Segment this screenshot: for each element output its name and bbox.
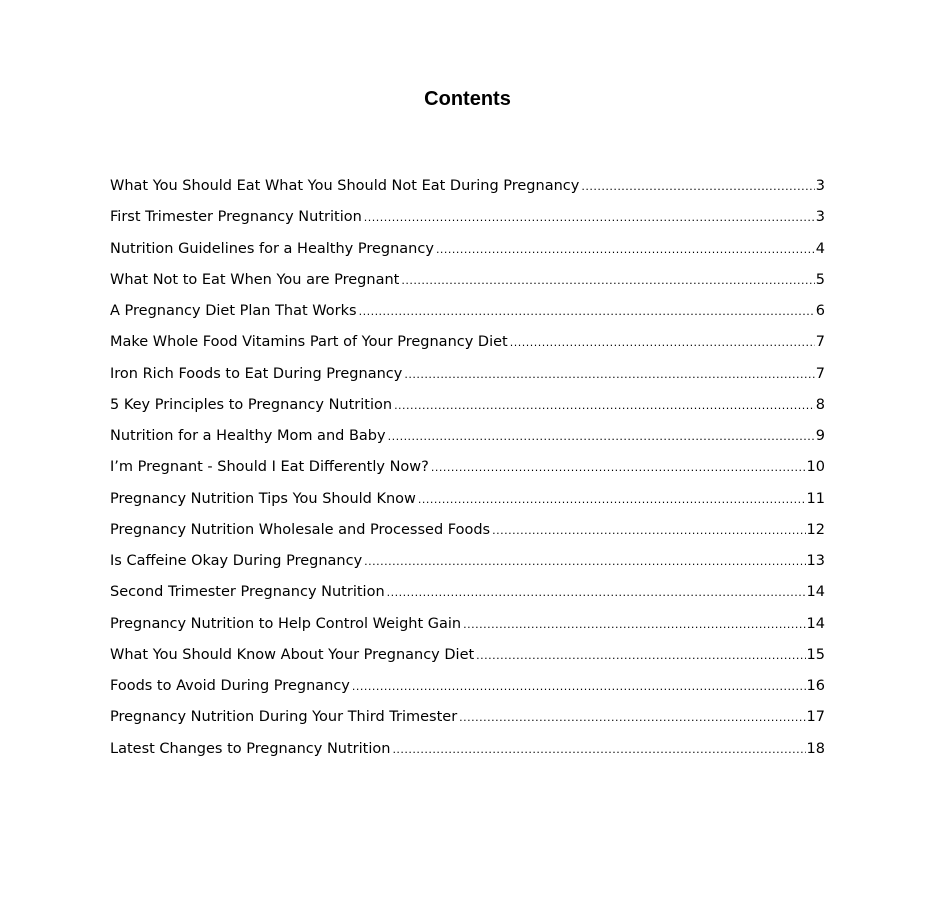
toc-entry-title: Nutrition for a Healthy Mom and Baby bbox=[110, 428, 386, 444]
toc-entry-title: Latest Changes to Pregnancy Nutrition bbox=[110, 740, 391, 757]
toc-entry-title: What You Should Know About Your Pregnancy Diet bbox=[110, 646, 475, 663]
toc-entry[interactable] bbox=[110, 300, 825, 331]
toc-entry[interactable] bbox=[110, 519, 825, 550]
toc-entry[interactable] bbox=[110, 175, 825, 206]
toc-entry-title: Second Trimester Pregnancy Nutrition bbox=[110, 584, 385, 601]
toc-entry[interactable] bbox=[110, 675, 825, 706]
toc-entry[interactable] bbox=[110, 613, 825, 644]
toc-leader-dots bbox=[401, 270, 814, 292]
toc-list bbox=[110, 175, 825, 769]
toc-leader-dots bbox=[476, 645, 805, 667]
page-title: Contents bbox=[424, 88, 511, 110]
toc-entry-title: First Trimester Pregnancy Nutrition bbox=[110, 209, 362, 226]
toc-page-number: 16 bbox=[806, 678, 825, 694]
toc-entry-title: What Not to Eat When You are Pregnant bbox=[110, 271, 400, 288]
toc-entry-title: Pregnancy Nutrition to Help Control Weight Gain bbox=[110, 615, 462, 632]
toc-entry[interactable] bbox=[110, 488, 825, 519]
toc-leader-dots bbox=[394, 395, 815, 417]
toc-leader-dots bbox=[364, 207, 815, 229]
toc-page-number: 12 bbox=[806, 521, 825, 538]
toc-page-number: 17 bbox=[806, 709, 825, 726]
toc-entry[interactable] bbox=[110, 238, 825, 269]
toc-page-number: 14 bbox=[806, 584, 825, 601]
toc-page-number: 9 bbox=[815, 428, 825, 444]
toc-leader-dots bbox=[436, 239, 815, 261]
toc-page-number: 5 bbox=[815, 271, 825, 288]
toc-page-number: 11 bbox=[806, 490, 825, 507]
toc-entry[interactable] bbox=[110, 394, 825, 425]
toc-leader-dots bbox=[418, 489, 806, 511]
toc-entry[interactable] bbox=[110, 581, 825, 612]
toc-entry-title: Pregnancy Nutrition Tips You Should Know bbox=[110, 490, 416, 507]
toc-entry[interactable] bbox=[110, 644, 825, 675]
toc-entry[interactable] bbox=[110, 706, 825, 737]
toc-page-number: 3 bbox=[815, 209, 825, 226]
toc-leader-dots bbox=[510, 332, 815, 354]
toc-page-number: 4 bbox=[815, 240, 825, 257]
toc-leader-dots bbox=[388, 426, 815, 448]
toc-page-number: 7 bbox=[815, 365, 825, 382]
toc-entry-title: Iron Rich Foods to Eat During Pregnancy bbox=[110, 365, 403, 382]
toc-leader-dots bbox=[463, 614, 805, 636]
toc-entry-title: A Pregnancy Diet Plan That Works bbox=[110, 303, 357, 319]
toc-leader-dots bbox=[459, 707, 805, 729]
toc-page-number: 3 bbox=[815, 178, 825, 194]
toc-page-number: 14 bbox=[806, 615, 825, 632]
toc-entry-title: Is Caffeine Okay During Pregnancy bbox=[110, 553, 363, 569]
toc-leader-dots bbox=[431, 457, 806, 479]
toc-leader-dots bbox=[352, 676, 806, 698]
toc-page-number: 18 bbox=[806, 740, 825, 757]
toc-entry-title: Make Whole Food Vitamins Part of Your Pregnancy Diet bbox=[110, 334, 508, 351]
toc-leader-dots bbox=[387, 582, 806, 604]
toc-entry-title: Foods to Avoid During Pregnancy bbox=[110, 678, 350, 694]
toc-page-number: 7 bbox=[815, 334, 825, 351]
toc-entry[interactable] bbox=[110, 550, 825, 581]
toc-entry[interactable] bbox=[110, 206, 825, 237]
toc-page-number: 6 bbox=[815, 303, 825, 319]
toc-page-number: 8 bbox=[815, 396, 825, 413]
toc-leader-dots bbox=[359, 301, 815, 323]
toc-entry[interactable] bbox=[110, 738, 825, 769]
toc-leader-dots bbox=[492, 520, 805, 542]
toc-entry[interactable] bbox=[110, 363, 825, 394]
toc-entry-title: I’m Pregnant - Should I Eat Differently Now? bbox=[110, 459, 429, 476]
toc-page-number: 15 bbox=[806, 646, 825, 663]
toc-page-number: 13 bbox=[806, 553, 825, 569]
toc-entry[interactable] bbox=[110, 456, 825, 487]
toc-entry-title: 5 Key Principles to Pregnancy Nutrition bbox=[110, 396, 393, 413]
toc-page-number: 10 bbox=[806, 459, 825, 476]
toc-entry[interactable] bbox=[110, 425, 825, 456]
toc-entry-title: What You Should Eat What You Should Not Eat During Pregnancy bbox=[110, 178, 580, 194]
toc-entry-title: Pregnancy Nutrition Wholesale and Processed Foods bbox=[110, 521, 491, 538]
toc-entry[interactable] bbox=[110, 269, 825, 300]
toc-leader-dots bbox=[404, 364, 814, 386]
toc-leader-dots bbox=[364, 551, 805, 573]
toc-entry-title: Pregnancy Nutrition During Your Third Trimester bbox=[110, 709, 458, 726]
toc-entry[interactable] bbox=[110, 331, 825, 362]
toc-entry-title: Nutrition Guidelines for a Healthy Pregnancy bbox=[110, 240, 434, 257]
toc-leader-dots bbox=[581, 176, 814, 198]
toc-leader-dots bbox=[392, 739, 805, 761]
